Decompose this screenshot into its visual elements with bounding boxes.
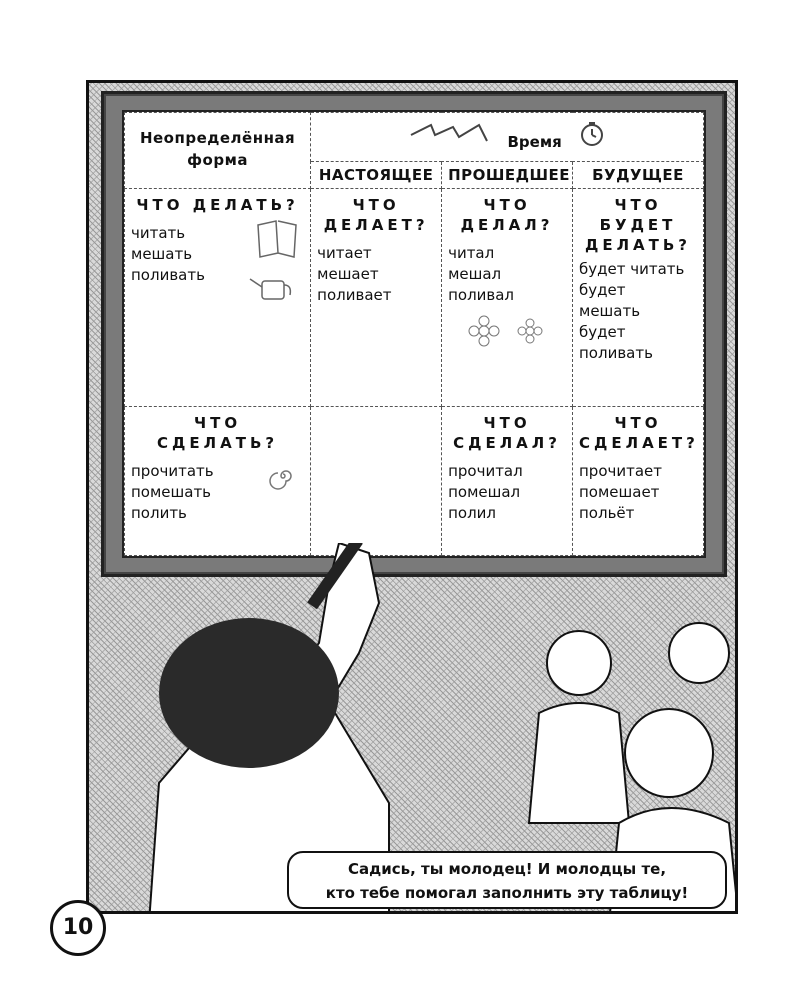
clock-icon: [579, 131, 605, 152]
verb-form: польёт: [579, 504, 635, 522]
book-icon: [254, 217, 302, 267]
verb-form: прочитал: [448, 462, 523, 480]
header-time-label: Время: [507, 133, 562, 151]
cell-perfective-future: [573, 407, 704, 556]
verb-form: поливал: [448, 286, 515, 304]
verb-form: поливает: [317, 286, 392, 304]
verb-form: читал: [448, 244, 495, 262]
speech-line-1: Садись, ты молодец! И молодцы те,: [347, 860, 667, 878]
header-infinitive: [125, 113, 311, 189]
verb-form: читать: [131, 224, 186, 242]
verb-form: читает: [317, 244, 372, 262]
tense-past: ПРОШЕДШЕЕ: [442, 162, 573, 189]
verb-tense-table: [124, 112, 704, 556]
tense-present: НАСТОЯЩЕЕ: [311, 162, 442, 189]
lightning-arrow-icon: [409, 131, 495, 152]
cell-imperfective-present: [311, 189, 442, 407]
verb-form: поливать: [131, 266, 205, 284]
question-what-did: ЧТО ДЕЛАЛ?: [460, 196, 554, 234]
verb-form: мешал: [448, 265, 502, 283]
speech-line-2: кто тебе помогал заполнить эту таблицу!: [325, 884, 689, 902]
cell-imperfective-past: [442, 189, 573, 407]
cell-perfective-present-empty: [311, 407, 442, 556]
question-what-does: ЧТО ДЕЛАЕТ?: [323, 196, 429, 234]
forms-past: [448, 243, 566, 306]
speech-bubble: [287, 851, 727, 909]
page-number: 10: [50, 900, 106, 956]
verb-form: мешает: [317, 265, 379, 283]
verb-form: будет читать: [579, 260, 685, 278]
question-line-2: ДЕЛАТЬ?: [584, 236, 692, 254]
flower-icon: [468, 315, 548, 355]
question-line-1: ЧТО БУДЕТ: [599, 196, 677, 234]
spiral-icon: [268, 461, 298, 497]
cell-perfective-past: [442, 407, 573, 556]
verb-form: прочитать: [131, 462, 214, 480]
header-time-cell: [311, 113, 704, 162]
forms-future: [579, 259, 697, 364]
watering-can-icon: [248, 271, 294, 313]
question-what-will-do: [579, 195, 697, 255]
forms-present: [317, 243, 435, 306]
verb-form: помешал: [448, 483, 521, 501]
verb-form: поливать: [579, 344, 653, 362]
cell-perfective-infinitive: [125, 407, 311, 556]
tense-future: БУДУЩЕЕ: [573, 162, 704, 189]
verb-form: полил: [448, 504, 496, 522]
header-infinitive-label: Неопределённая форма: [139, 129, 296, 169]
question-what-did-perfective: ЧТО СДЕЛАЛ?: [453, 414, 561, 452]
blackboard-frame: [101, 91, 727, 577]
question-what-to-do: ЧТО ДЕЛАТЬ?: [136, 196, 299, 214]
verb-form: полить: [131, 504, 187, 522]
question-what-to-do-perfective: ЧТО СДЕЛАТЬ?: [157, 414, 279, 452]
forms-infinitive: [131, 223, 304, 286]
verb-form: мешать: [579, 302, 641, 320]
comic-panel: [86, 80, 738, 914]
verb-form: помешает: [579, 483, 660, 501]
cell-imperfective-infinitive: [125, 189, 311, 407]
grammar-table-board: [122, 110, 706, 558]
cell-imperfective-future: [573, 189, 704, 407]
question-what-will-do-perfective: ЧТО СДЕЛАЕТ?: [579, 414, 699, 452]
verb-form: будет: [579, 323, 626, 341]
forms-perfective-future: [579, 461, 697, 524]
verb-form: будет: [579, 281, 626, 299]
forms-perfective-past: [448, 461, 566, 524]
verb-form: помешать: [131, 483, 212, 501]
verb-form: мешать: [131, 245, 193, 263]
verb-form: прочитает: [579, 462, 663, 480]
